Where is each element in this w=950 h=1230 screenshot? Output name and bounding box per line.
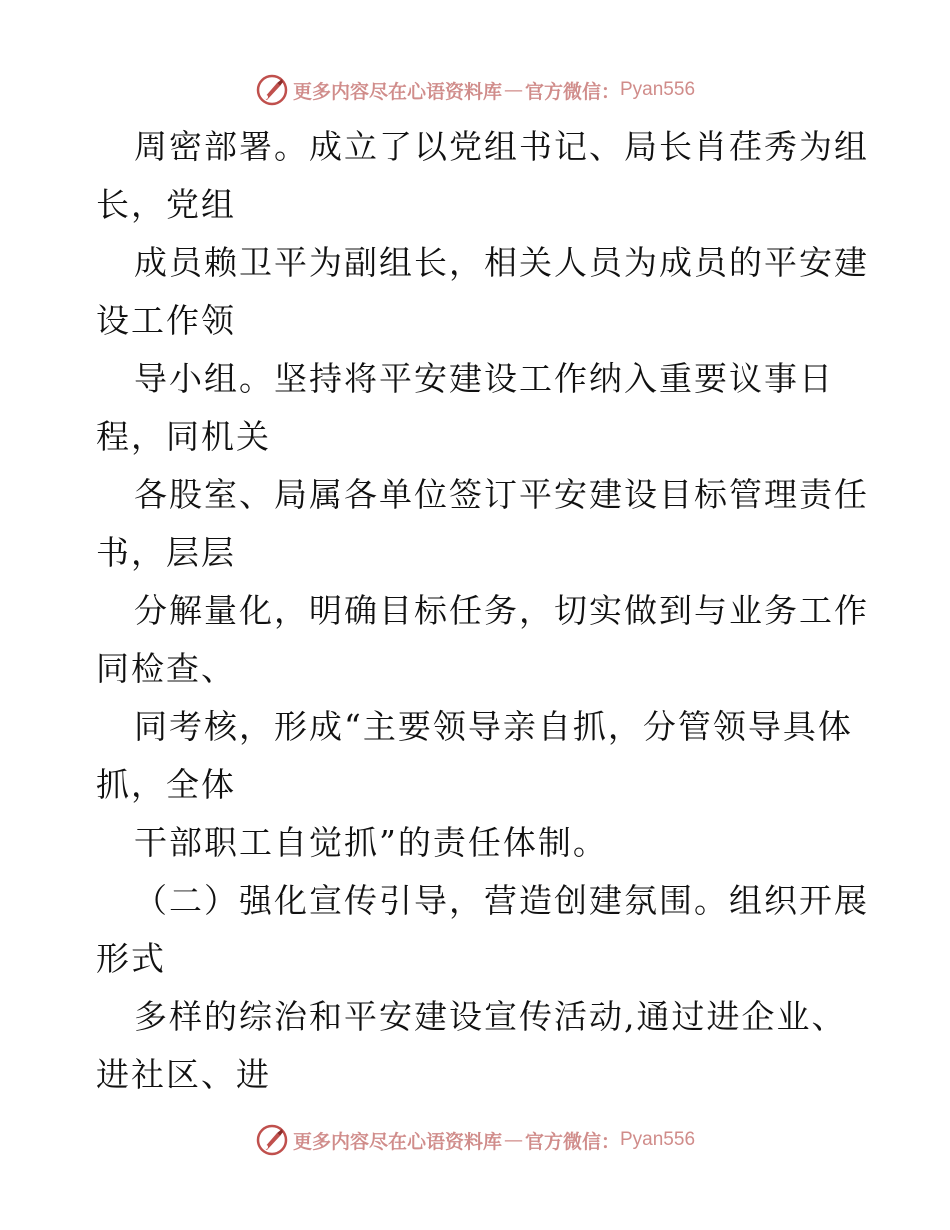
body-line: 分解量化，明确目标任务，切实做到与业务工作 xyxy=(134,591,869,630)
body-line: 进社区、进 xyxy=(96,1055,271,1094)
quill-logo-icon xyxy=(255,73,289,107)
body-line: 多样的综治和平安建设宣传活动,通过进企业、 xyxy=(134,997,847,1036)
body-line: 程，同机关 xyxy=(96,417,271,456)
body-line: 抓，全体 xyxy=(96,765,236,804)
quill-logo-icon xyxy=(255,1123,289,1157)
document-body xyxy=(96,118,869,1104)
footer-wechat-label: 官方微信： xyxy=(524,1130,620,1153)
body-line: 同考核，形成“主要领导亲自抓，分管领导具体 xyxy=(134,707,853,746)
body-line: 设工作领 xyxy=(96,301,236,340)
body-line: 成员赖卫平为副组长，相关人员为成员的平安建 xyxy=(134,243,869,282)
header-banner xyxy=(0,70,950,110)
footer-brand-text: 更多内容尽在心语资料库 xyxy=(292,1130,502,1153)
header-dash: — xyxy=(503,79,523,101)
header-wechat-label: 官方微信： xyxy=(524,80,620,103)
body-line: 书，层层 xyxy=(96,533,236,572)
body-line: 周密部署。成立了以党组书记、局长肖荏秀为组 xyxy=(134,127,869,166)
footer-banner xyxy=(0,1120,950,1160)
body-line: 各股室、局属各单位签订平安建设目标管理责任 xyxy=(134,475,869,514)
body-line: 干部职工自觉抓”的责任体制。 xyxy=(134,823,608,862)
header-wechat-id: Pyan556 xyxy=(620,79,696,100)
body-line: 形式 xyxy=(96,939,166,978)
body-line: 导小组。坚持将平安建设工作纳入重要议事日 xyxy=(134,359,834,398)
header-brand-text: 更多内容尽在心语资料库 xyxy=(292,80,502,103)
body-line: 长，党组 xyxy=(96,185,236,224)
body-line: 同检查、 xyxy=(96,649,236,688)
footer-wechat-id: Pyan556 xyxy=(620,1129,696,1150)
footer-dash: — xyxy=(503,1129,523,1151)
body-line: （二）强化宣传引导，营造创建氛围。组织开展 xyxy=(134,881,869,920)
